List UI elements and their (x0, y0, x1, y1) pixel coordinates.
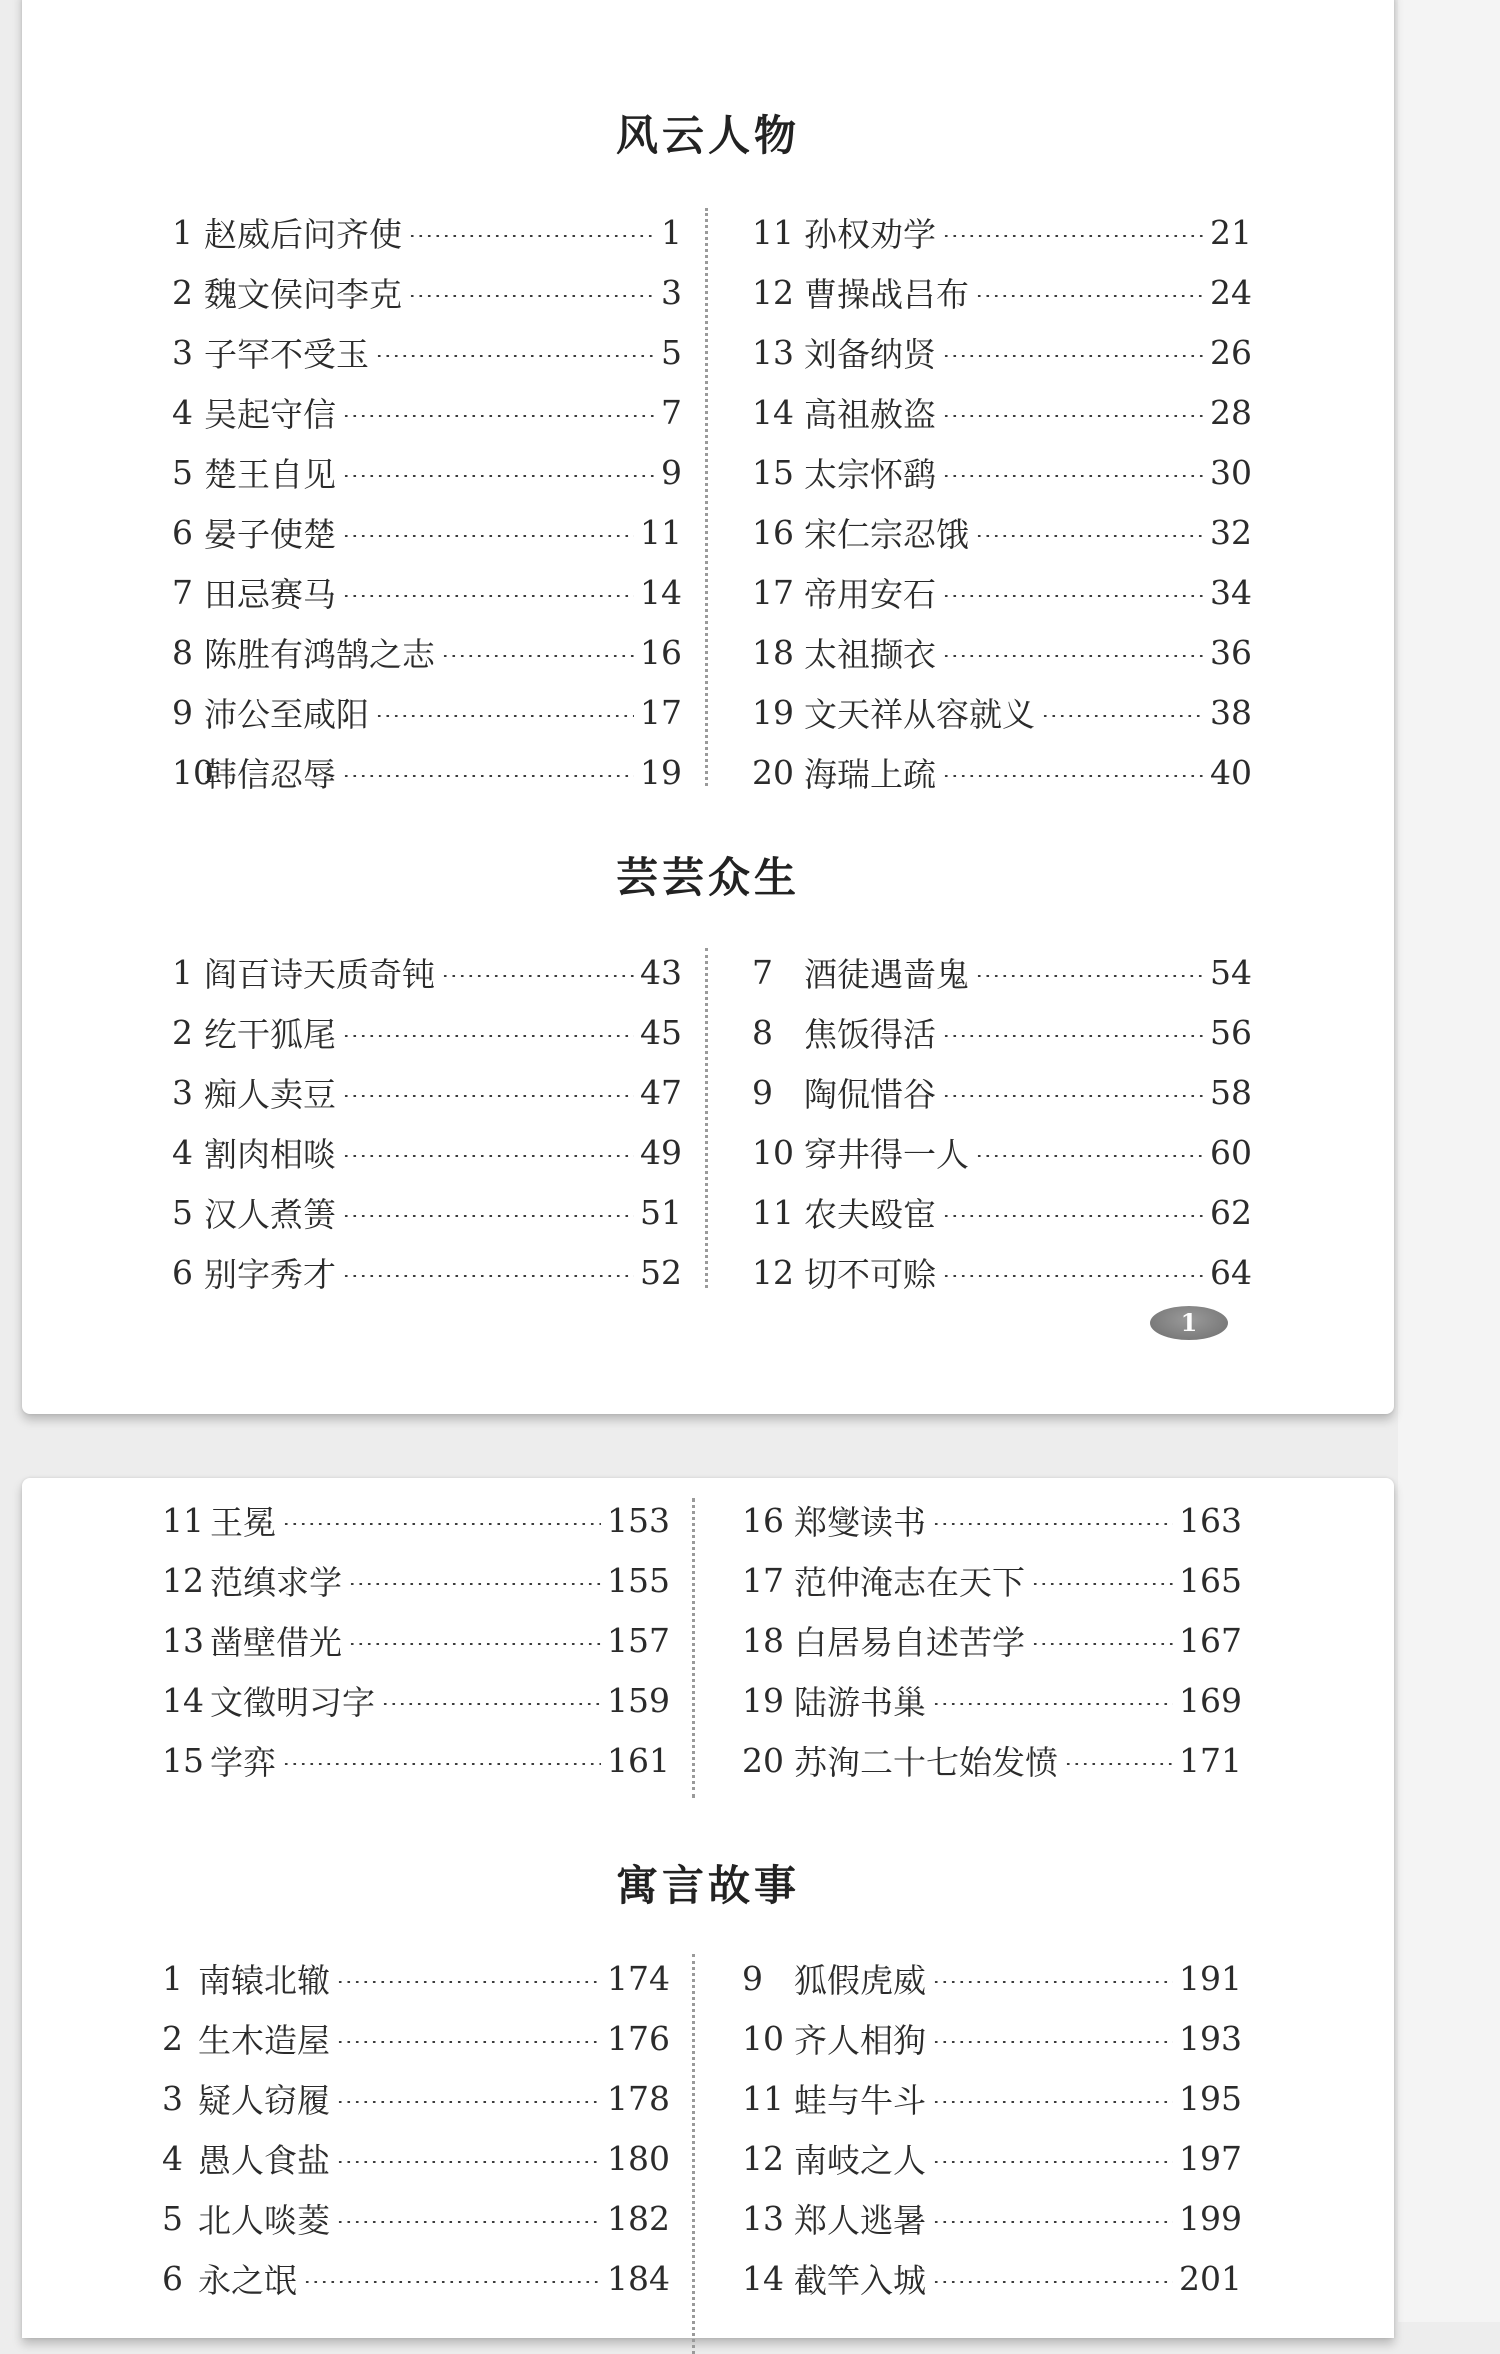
toc-entry-title: 狐假虎威 (794, 1960, 926, 2000)
toc-page-2 (22, 1478, 1394, 2338)
toc-entry-page-number: 167 (1179, 1620, 1242, 1660)
toc-entry-title: 愚人食盐 (198, 2140, 330, 2180)
toc-entry-title: 永之氓 (198, 2260, 297, 2300)
toc-entry[interactable] (162, 2016, 670, 2060)
toc-entry[interactable] (752, 750, 1252, 794)
toc-entry[interactable] (752, 210, 1252, 254)
dot-leader (942, 355, 1204, 357)
toc-entry[interactable] (172, 690, 682, 734)
toc-entry-number: 7 (172, 572, 193, 612)
toc-entry-page-number: 171 (1179, 1740, 1242, 1780)
toc-entry-number: 4 (172, 1132, 193, 1172)
toc-entry-title: 郑燮读书 (794, 1502, 926, 1542)
toc-entry-number: 1 (162, 1958, 183, 1998)
toc-entry[interactable] (162, 1498, 670, 1542)
toc-entry[interactable] (172, 210, 682, 254)
toc-entry-number: 15 (162, 1740, 204, 1780)
dot-leader (975, 975, 1204, 977)
dot-leader (381, 1703, 601, 1705)
toc-entry[interactable] (742, 2076, 1242, 2120)
toc-entry-page-number: 49 (640, 1132, 682, 1172)
toc-entry-number: 7 (752, 952, 773, 992)
toc-entry[interactable] (742, 2136, 1242, 2180)
toc-entry-number: 5 (162, 2198, 183, 2238)
toc-entry-number: 12 (752, 1252, 794, 1292)
toc-entry-number: 20 (742, 1740, 784, 1780)
toc-entry[interactable] (162, 1738, 670, 1782)
toc-entry[interactable] (742, 1738, 1242, 1782)
toc-entry-page-number: 197 (1179, 2138, 1242, 2178)
dot-leader (336, 2161, 601, 2163)
dot-leader (932, 1703, 1173, 1705)
toc-entry-number: 11 (162, 1500, 204, 1540)
toc-entry-number: 13 (742, 2198, 784, 2238)
toc-entry-number: 10 (172, 752, 214, 792)
dot-leader (348, 1583, 601, 1585)
toc-entry-number: 18 (752, 632, 794, 672)
toc-entry-number: 11 (752, 212, 794, 252)
toc-entry[interactable] (162, 1618, 670, 1662)
toc-entry-page-number: 159 (607, 1680, 670, 1720)
toc-entry-page-number: 153 (607, 1500, 670, 1540)
dot-leader (932, 2221, 1173, 2223)
toc-entry-title: 疑人窃履 (198, 2080, 330, 2120)
toc-entry-title: 陆游书巢 (794, 1682, 926, 1722)
toc-entry-number: 11 (752, 1192, 794, 1232)
toc-entry-title: 纥干狐尾 (204, 1014, 336, 1054)
toc-entry-page-number: 38 (1210, 692, 1252, 732)
toc-entry-title: 范仲淹志在天下 (794, 1562, 1025, 1602)
toc-entry[interactable] (752, 270, 1252, 314)
dot-leader (932, 2041, 1173, 2043)
toc-entry-title: 学弈 (210, 1742, 276, 1782)
toc-entry[interactable] (172, 390, 682, 434)
section-title-yunyun-zhongsheng: 芸芸众生 (615, 853, 800, 902)
dot-leader (342, 1035, 634, 1037)
dot-leader (942, 1275, 1204, 1277)
toc-entry-page-number: 62 (1210, 1192, 1252, 1232)
toc-entry-title: 焦饭得活 (804, 1014, 936, 1054)
toc-entry[interactable] (742, 1678, 1242, 1722)
dot-leader (342, 1215, 634, 1217)
toc-entry-number: 5 (172, 1192, 193, 1232)
toc-entry-title: 王冕 (210, 1502, 276, 1542)
toc-entry-page-number: 176 (607, 2018, 670, 2058)
toc-entry-number: 2 (172, 272, 193, 312)
toc-entry[interactable] (172, 570, 682, 614)
toc-entry-number: 19 (752, 692, 794, 732)
dot-leader (942, 775, 1204, 777)
dot-leader (348, 1643, 601, 1645)
toc-entry[interactable] (752, 690, 1252, 734)
toc-entry-number: 6 (172, 512, 193, 552)
toc-entry[interactable] (752, 1250, 1252, 1294)
toc-entry-number: 3 (172, 1072, 193, 1112)
toc-entry-number: 18 (742, 1620, 784, 1660)
toc-entry-title: 海瑞上疏 (804, 754, 936, 794)
toc-entry-number: 15 (752, 452, 794, 492)
dot-leader (942, 655, 1204, 657)
toc-entry-number: 5 (172, 452, 193, 492)
toc-entry-title: 南辕北辙 (198, 1960, 330, 2000)
toc-entry-page-number: 40 (1210, 752, 1252, 792)
dot-leader (408, 295, 655, 297)
toc-entry-title: 刘备纳贤 (804, 334, 936, 374)
toc-entry-title: 农夫殴宦 (804, 1194, 936, 1234)
dot-leader (932, 2161, 1173, 2163)
toc-entry-page-number: 165 (1179, 1560, 1242, 1600)
toc-entry[interactable] (172, 950, 682, 994)
toc-entry-page-number: 54 (1210, 952, 1252, 992)
column-divider (692, 1498, 695, 1798)
toc-entry-title: 曹操战吕布 (804, 274, 969, 314)
toc-entry[interactable] (162, 2196, 670, 2240)
toc-entry-page-number: 47 (640, 1072, 682, 1112)
dot-leader (942, 475, 1204, 477)
toc-entry-page-number: 45 (640, 1012, 682, 1052)
toc-entry-page-number: 169 (1179, 1680, 1242, 1720)
toc-entry-title: 凿壁借光 (210, 1622, 342, 1662)
toc-entry[interactable] (742, 1956, 1242, 2000)
toc-entry-number: 1 (172, 212, 193, 252)
toc-entry-title: 别字秀才 (204, 1254, 336, 1294)
toc-entry-title: 切不可赊 (804, 1254, 936, 1294)
dot-leader (303, 2281, 601, 2283)
dot-leader (282, 1523, 601, 1525)
toc-entry-number: 6 (162, 2258, 183, 2298)
dot-leader (342, 415, 655, 417)
toc-entry-title: 范缜求学 (210, 1562, 342, 1602)
toc-entry[interactable] (172, 630, 682, 674)
column-divider (692, 1954, 695, 2354)
toc-entry[interactable] (752, 630, 1252, 674)
toc-entry-title: 沛公至咸阳 (204, 694, 369, 734)
toc-entry-number: 6 (172, 1252, 193, 1292)
dot-leader (975, 535, 1204, 537)
toc-entry-page-number: 11 (640, 512, 682, 552)
toc-entry-title: 汉人煮箦 (204, 1194, 336, 1234)
dot-leader (282, 1763, 601, 1765)
toc-entry-page-number: 58 (1210, 1072, 1252, 1112)
toc-entry-title: 阎百诗天质奇钝 (204, 954, 435, 994)
dot-leader (1041, 715, 1204, 717)
toc-entry-title: 高祖赦盗 (804, 394, 936, 434)
toc-entry-number: 1 (172, 952, 193, 992)
toc-entry-title: 陈胜有鸿鹄之志 (204, 634, 435, 674)
toc-entry[interactable] (162, 1678, 670, 1722)
toc-entry-number: 17 (752, 572, 794, 612)
toc-entry-number: 14 (162, 1680, 204, 1720)
toc-entry-page-number: 201 (1179, 2258, 1242, 2298)
toc-entry-page-number: 16 (640, 632, 682, 672)
toc-entry-number: 14 (742, 2258, 784, 2298)
toc-entry-page-number: 36 (1210, 632, 1252, 672)
toc-entry-page-number: 199 (1179, 2198, 1242, 2238)
toc-entry-page-number: 28 (1210, 392, 1252, 432)
toc-entry-number: 4 (172, 392, 193, 432)
toc-entry-title: 痴人卖豆 (204, 1074, 336, 1114)
toc-entry-title: 穿井得一人 (804, 1134, 969, 1174)
toc-entry-number: 20 (752, 752, 794, 792)
toc-entry-page-number: 56 (1210, 1012, 1252, 1052)
dot-leader (336, 1981, 601, 1983)
toc-entry-title: 太宗怀鹞 (804, 454, 936, 494)
toc-entry-page-number: 191 (1179, 1958, 1242, 1998)
toc-entry-title: 白居易自述苦学 (794, 1622, 1025, 1662)
dot-leader (375, 355, 655, 357)
dot-leader (336, 2041, 601, 2043)
column-divider (705, 208, 708, 786)
page-number-badge: 1 (1150, 1306, 1228, 1340)
dot-leader (342, 1095, 634, 1097)
toc-entry-number: 3 (172, 332, 193, 372)
toc-entry-number: 12 (742, 2138, 784, 2178)
toc-entry-number: 10 (752, 1132, 794, 1172)
toc-entry-page-number: 163 (1179, 1500, 1242, 1540)
toc-entry[interactable] (172, 1190, 682, 1234)
dot-leader (375, 715, 634, 717)
toc-entry[interactable] (172, 1250, 682, 1294)
toc-entry-page-number: 178 (607, 2078, 670, 2118)
dot-leader (342, 1275, 634, 1277)
toc-entry-number: 4 (162, 2138, 183, 2178)
toc-entry-number: 13 (752, 332, 794, 372)
toc-entry[interactable] (752, 950, 1252, 994)
toc-entry-number: 9 (752, 1072, 773, 1112)
toc-entry-number: 2 (162, 2018, 183, 2058)
toc-entry-number: 2 (172, 1012, 193, 1052)
toc-entry[interactable] (162, 2076, 670, 2120)
toc-entry[interactable] (752, 570, 1252, 614)
toc-entry[interactable] (752, 330, 1252, 374)
toc-entry[interactable] (172, 1130, 682, 1174)
toc-entry-title: 晏子使楚 (204, 514, 336, 554)
toc-entry-page-number: 30 (1210, 452, 1252, 492)
dot-leader (336, 2101, 601, 2103)
toc-entry-number: 11 (742, 2078, 784, 2118)
toc-entry[interactable] (172, 510, 682, 554)
background-strip (1398, 0, 1500, 2322)
toc-entry[interactable] (172, 750, 682, 794)
dot-leader (942, 595, 1204, 597)
dot-leader (1064, 1763, 1173, 1765)
toc-entry[interactable] (752, 1190, 1252, 1234)
dot-leader (342, 1155, 634, 1157)
toc-entry-title: 文天祥从容就义 (804, 694, 1035, 734)
dot-leader (1031, 1583, 1173, 1585)
toc-entry-page-number: 193 (1179, 2018, 1242, 2058)
toc-entry-number: 9 (742, 1958, 763, 1998)
dot-leader (336, 2221, 601, 2223)
toc-entry-number: 9 (172, 692, 193, 732)
toc-entry[interactable] (742, 1618, 1242, 1662)
toc-entry[interactable] (742, 2256, 1242, 2300)
toc-entry-page-number: 17 (640, 692, 682, 732)
toc-entry-title: 陶侃惜谷 (804, 1074, 936, 1114)
dot-leader (942, 235, 1204, 237)
toc-entry-title: 吴起守信 (204, 394, 336, 434)
toc-entry-page-number: 5 (661, 332, 682, 372)
toc-entry-page-number: 9 (661, 452, 682, 492)
toc-entry-number: 12 (752, 272, 794, 312)
toc-entry-title: 齐人相狗 (794, 2020, 926, 2060)
dot-leader (342, 535, 634, 537)
toc-entry[interactable] (752, 450, 1252, 494)
dot-leader (975, 1155, 1204, 1157)
toc-entry-title: 文徵明习字 (210, 1682, 375, 1722)
toc-entry-page-number: 195 (1179, 2078, 1242, 2118)
toc-entry-title: 苏洵二十七始发愤 (794, 1742, 1058, 1782)
toc-entry-page-number: 1 (661, 212, 682, 252)
toc-entry-number: 19 (742, 1680, 784, 1720)
toc-entry[interactable] (162, 1956, 670, 2000)
section-title-fengyun-renwu: 风云人物 (615, 111, 800, 160)
toc-entry-page-number: 184 (607, 2258, 670, 2298)
toc-entry-title: 韩信忍辱 (204, 754, 336, 794)
toc-entry-title: 蛙与牛斗 (794, 2080, 926, 2120)
dot-leader (441, 655, 634, 657)
toc-entry-number: 14 (752, 392, 794, 432)
dot-leader (942, 1215, 1204, 1217)
toc-entry[interactable] (752, 510, 1252, 554)
toc-entry-page-number: 43 (640, 952, 682, 992)
dot-leader (342, 775, 634, 777)
dot-leader (342, 595, 634, 597)
toc-entry-title: 孙权劝学 (804, 214, 936, 254)
toc-entry-title: 郑人逃暑 (794, 2200, 926, 2240)
toc-entry-page-number: 64 (1210, 1252, 1252, 1292)
toc-entry-title: 赵威后问齐使 (204, 214, 402, 254)
toc-entry[interactable] (162, 1558, 670, 1602)
dot-leader (441, 975, 634, 977)
toc-entry-number: 10 (742, 2018, 784, 2058)
dot-leader (932, 2101, 1173, 2103)
toc-entry[interactable] (752, 390, 1252, 434)
toc-entry-title: 帝用安石 (804, 574, 936, 614)
toc-entry-title: 太祖撷衣 (804, 634, 936, 674)
toc-page-1 (22, 0, 1394, 1414)
toc-entry[interactable] (742, 1558, 1242, 1602)
toc-entry[interactable] (742, 2016, 1242, 2060)
toc-entry-page-number: 174 (607, 1958, 670, 1998)
toc-entry-page-number: 3 (661, 272, 682, 312)
toc-entry-page-number: 19 (640, 752, 682, 792)
toc-entry[interactable] (752, 1130, 1252, 1174)
toc-entry-title: 楚王自见 (204, 454, 336, 494)
toc-entry[interactable] (752, 1010, 1252, 1054)
dot-leader (932, 1523, 1173, 1525)
toc-entry-page-number: 26 (1210, 332, 1252, 372)
dot-leader (1031, 1643, 1173, 1645)
toc-entry-title: 生木造屋 (198, 2020, 330, 2060)
toc-entry-page-number: 14 (640, 572, 682, 612)
toc-entry[interactable] (172, 330, 682, 374)
toc-entry-page-number: 21 (1210, 212, 1252, 252)
toc-entry-page-number: 7 (661, 392, 682, 432)
toc-entry-title: 北人啖菱 (198, 2200, 330, 2240)
toc-entry-title: 割肉相啖 (204, 1134, 336, 1174)
toc-entry[interactable] (172, 450, 682, 494)
toc-entry[interactable] (742, 2196, 1242, 2240)
toc-entry-number: 16 (742, 1500, 784, 1540)
dot-leader (932, 1981, 1173, 1983)
dot-leader (942, 1095, 1204, 1097)
toc-entry-page-number: 182 (607, 2198, 670, 2238)
toc-entry-page-number: 161 (607, 1740, 670, 1780)
dot-leader (932, 2281, 1173, 2283)
toc-entry-number: 8 (172, 632, 193, 672)
toc-entry-page-number: 51 (640, 1192, 682, 1232)
toc-entry-number: 12 (162, 1560, 204, 1600)
toc-entry-title: 酒徒遇啬鬼 (804, 954, 969, 994)
toc-entry-number: 13 (162, 1620, 204, 1660)
toc-entry[interactable] (742, 1498, 1242, 1542)
toc-entry-number: 8 (752, 1012, 773, 1052)
toc-entry[interactable] (172, 1070, 682, 1114)
toc-entry-page-number: 180 (607, 2138, 670, 2178)
dot-leader (942, 1035, 1204, 1037)
toc-entry-title: 南岐之人 (794, 2140, 926, 2180)
toc-entry-number: 3 (162, 2078, 183, 2118)
toc-entry[interactable] (162, 2136, 670, 2180)
toc-entry-title: 子罕不受玉 (204, 334, 369, 374)
toc-entry-page-number: 155 (607, 1560, 670, 1600)
toc-entry-title: 魏文侯问李克 (204, 274, 402, 314)
dot-leader (408, 235, 655, 237)
section-title-yuyan-gushi: 寓言故事 (615, 1861, 800, 1910)
toc-entry-title: 截竿入城 (794, 2260, 926, 2300)
column-divider (705, 948, 708, 1288)
toc-entry-page-number: 34 (1210, 572, 1252, 612)
toc-entry[interactable] (162, 2256, 670, 2300)
dot-leader (942, 415, 1204, 417)
toc-entry-page-number: 157 (607, 1620, 670, 1660)
toc-entry[interactable] (172, 270, 682, 314)
toc-entry[interactable] (752, 1070, 1252, 1114)
toc-entry-page-number: 60 (1210, 1132, 1252, 1172)
toc-entry[interactable] (172, 1010, 682, 1054)
toc-entry-page-number: 32 (1210, 512, 1252, 552)
toc-entry-page-number: 52 (640, 1252, 682, 1292)
dot-leader (975, 295, 1204, 297)
dot-leader (342, 475, 655, 477)
toc-entry-number: 16 (752, 512, 794, 552)
toc-entry-title: 宋仁宗忍饿 (804, 514, 969, 554)
toc-entry-number: 17 (742, 1560, 784, 1600)
toc-entry-page-number: 24 (1210, 272, 1252, 312)
toc-entry-title: 田忌赛马 (204, 574, 336, 614)
